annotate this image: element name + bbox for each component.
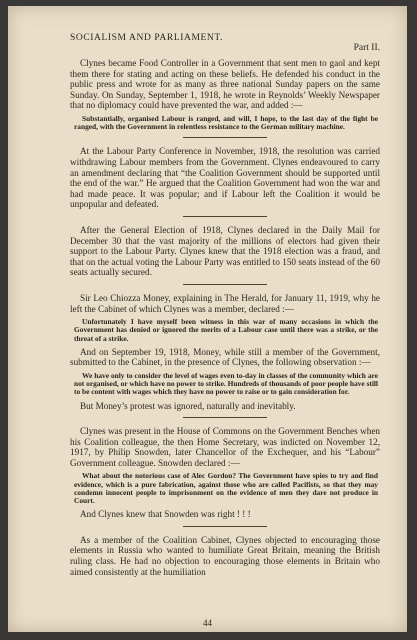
section-divider xyxy=(183,137,267,138)
body-paragraph: And Clynes knew that Snowden was right ! ! ! xyxy=(80,509,251,520)
part-label: Part II. xyxy=(353,43,380,53)
page-number: 44 xyxy=(203,618,212,628)
body-paragraph: But Money’s protest was ignored, naturally and inevitably. xyxy=(80,400,296,411)
running-header xyxy=(70,33,380,53)
body-paragraph: As a member of the Coalition Cabinet, Clynes objected to encouraging those elements in Russia who wanted to humiliate Great Britain, meaning the British ruling class. He had no objection to encouraging those elements in Britain who aimed consistently at the humiliation xyxy=(70,534,380,577)
body-paragraph: And on September 19, 1918, Money, while still a member of the Government, submitted to the Cabinet, in the presence of Clynes, the following observation :— xyxy=(70,346,380,368)
body-paragraph: Sir Leo Chiozza Money, explaining in The Herald, for January 11, 1919, why he left the Cabinet of which Clynes was a member, declared :— xyxy=(70,292,380,314)
block-quote: We have only to consider the level of wages even to-day in classes of the community which are not organised, or which have no power to strike. Hundreds of thousands of poor people have still to be content with wages which they have no power to raise or to gain consideration for. xyxy=(74,370,378,397)
body-paragraph: At the Labour Party Conference in November, 1918, the resolution was carried withdrawing Labour members from the Government. Clynes endeavoured to carry an amendment declaring that “the Coalition Government should be supported until the end of the war.” He argued that the Coalition Government had won the war and had made peace. It was popular; and if Labour left the Coalition it would be unpopular and defeated. xyxy=(70,146,380,210)
page-body xyxy=(70,58,380,577)
section-divider xyxy=(183,417,267,418)
section-divider xyxy=(183,284,267,285)
section-divider xyxy=(183,216,267,217)
block-quote: What about the notorious case of Alec Gordon? The Government have spies to try and find evidence, which is a pure fabrication, against those who are called Pacifists, so that they may condemn innocent people to imprisonment on the evidence of men they dare not produce in Court. xyxy=(74,471,378,506)
body-paragraph: After the General Election of 1918, Clynes declared in the Daily Mail for December 30 that the vast majority of the millions of electors had given their support to the Labour Party. Clynes knew that the 1918 election was a fraud, and that on the actual voting the Labour Party was entitled to 150 seats instead of the 60 seats actually secured. xyxy=(70,224,380,278)
body-paragraph: Clynes was present in the House of Commons on the Government Benches when his Coalition colleague, the then Home Secretary, was indicted on November 12, 1917, by Philip Snowden, later Chancellor of the Exchequer, and his “Labour” Government colleague. Snowden declared :— xyxy=(70,426,380,468)
running-title: SOCIALISM AND PARLIAMENT. xyxy=(70,33,224,43)
block-quote: Substantially, organised Labour is ranged, and will, I hope, to the last day of the fight be ranged, with the Government in relentless resistance to the German military machine. xyxy=(74,113,378,132)
book-page xyxy=(8,6,407,632)
body-paragraph: Clynes became Food Controller in a Government that sent men to gaol and kept them there for stating and acting on these beliefs. He defended his conduct in the public press and wrote for as many as three national Sunday papers on the same Sunday. On Sunday, September 1, 1918, he wrote in Reynolds’ Weekly Newspaper that no diplomacy could have prevented the war, and added :— xyxy=(70,58,380,111)
section-divider xyxy=(183,526,267,527)
block-quote: Unfortunately I have myself been witness in this war of many occasions in which the Government has denied or ignored the merits of a Labour case until there was a strike, or the threat of a strike. xyxy=(74,317,378,343)
